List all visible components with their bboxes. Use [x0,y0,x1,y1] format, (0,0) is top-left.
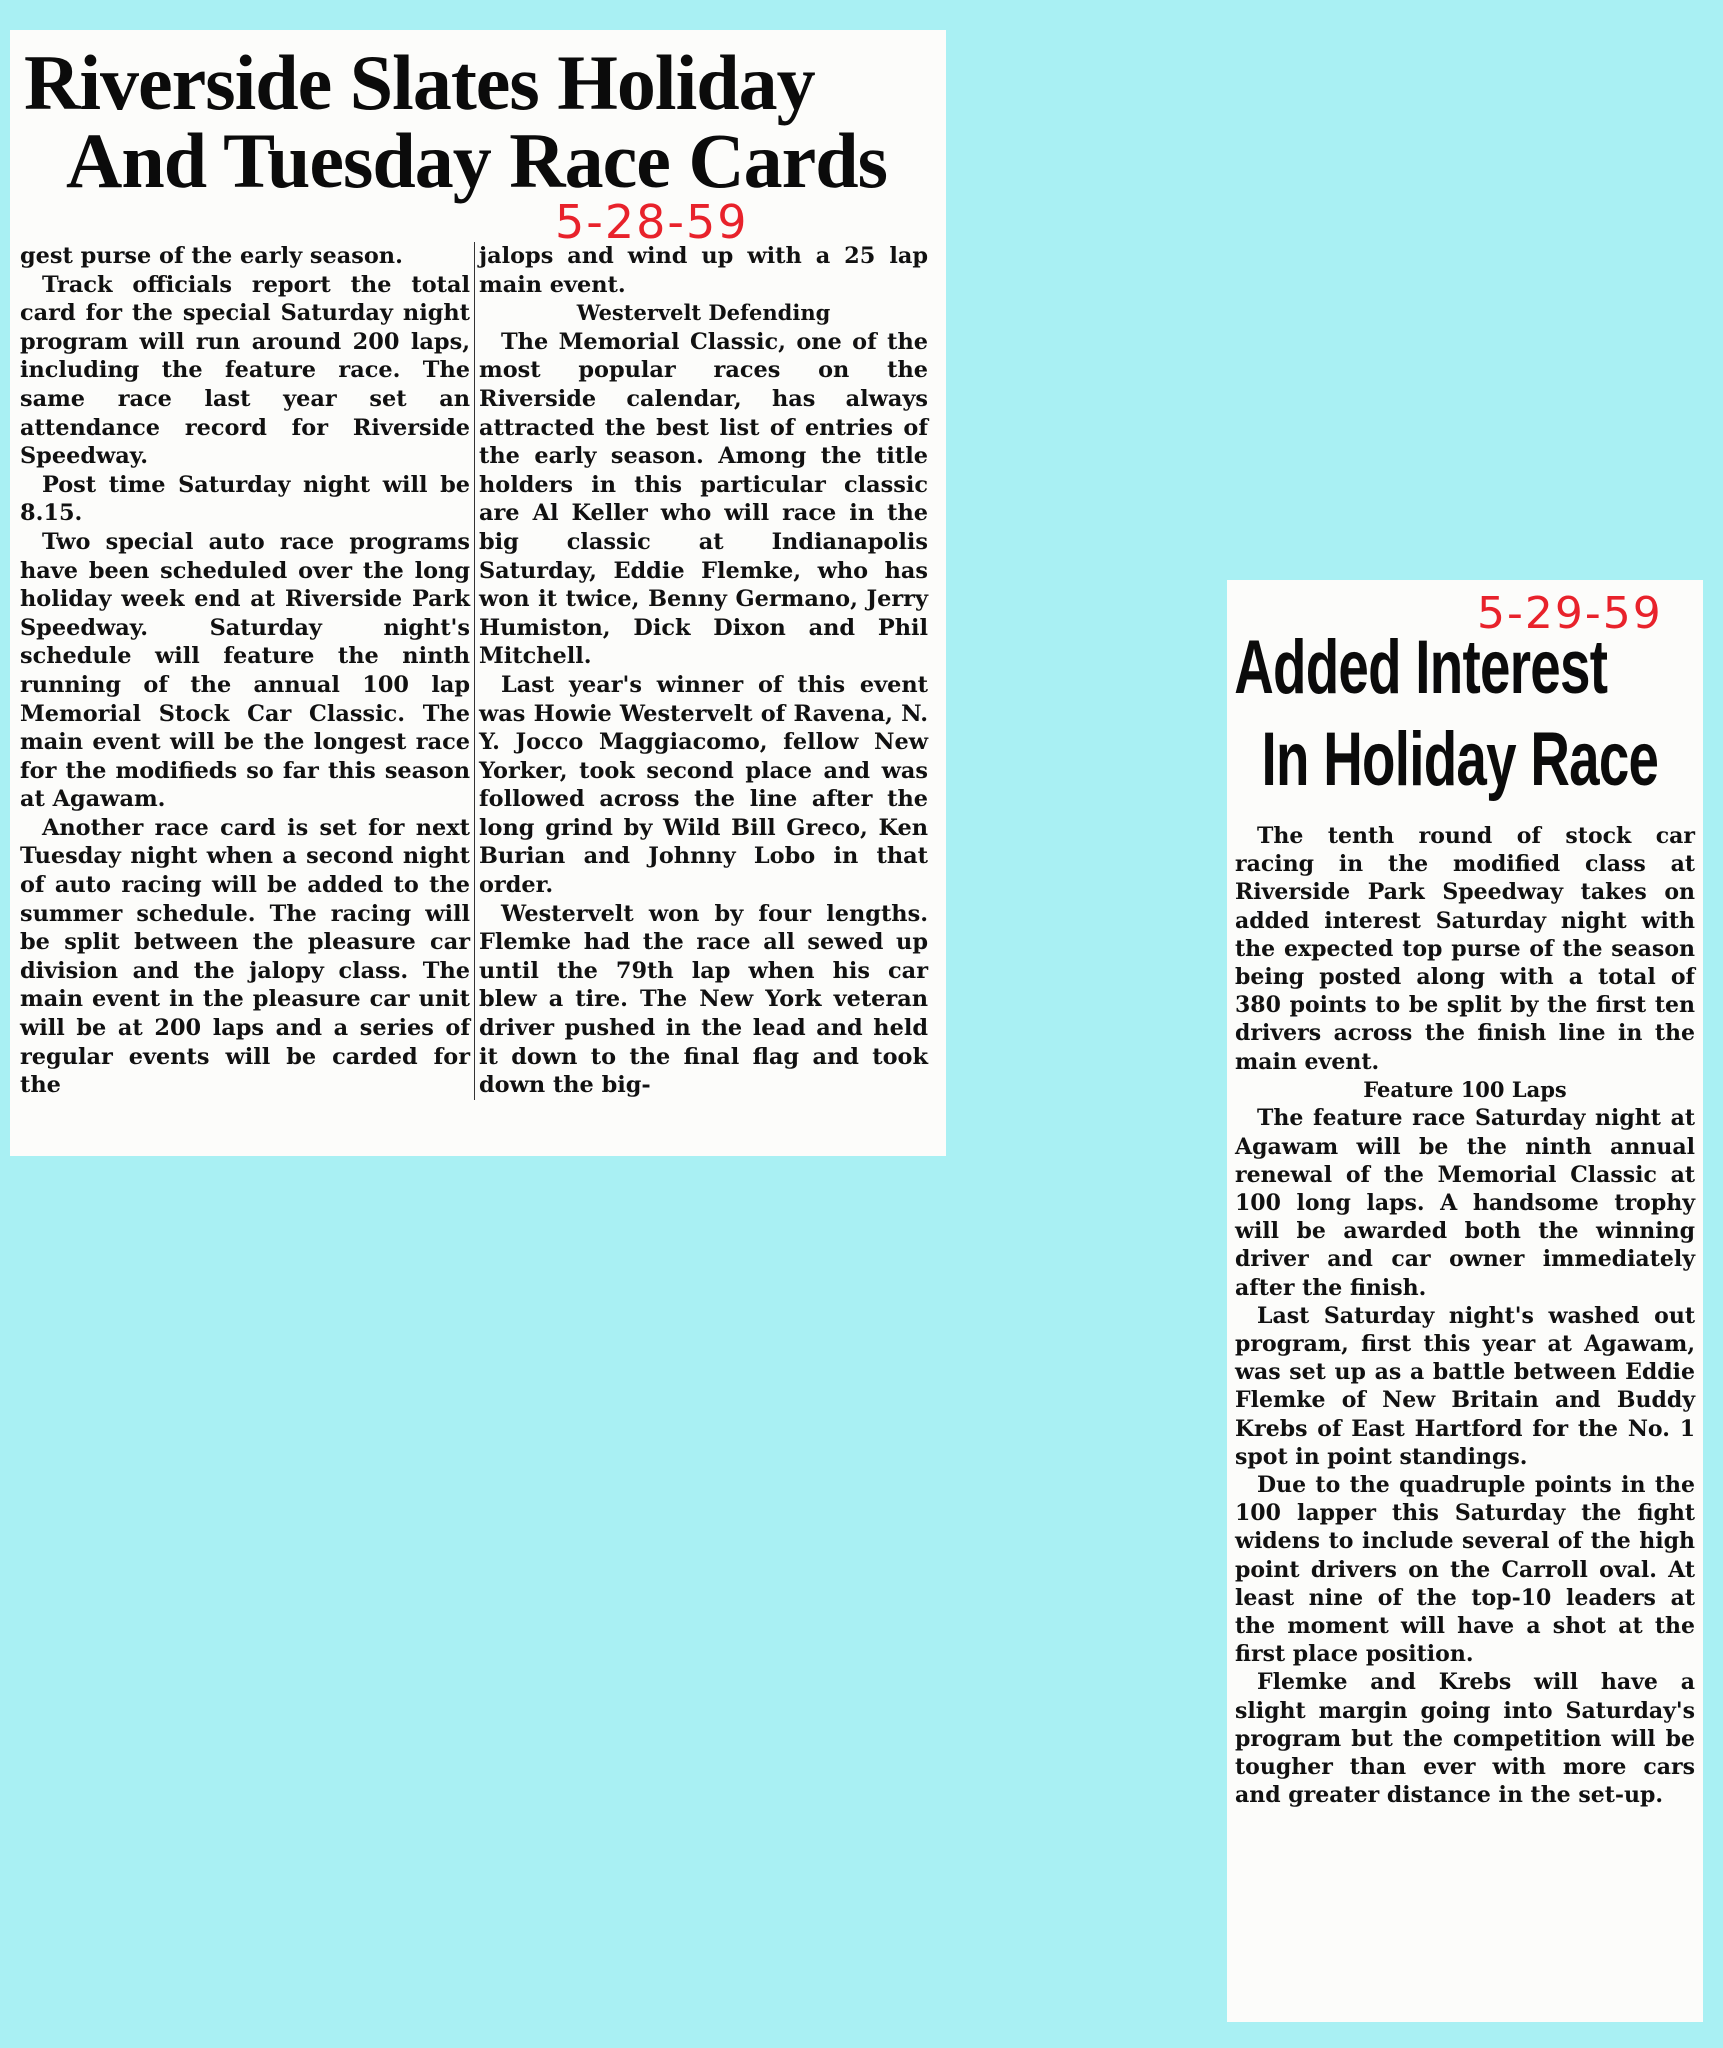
headline-line-2: And Tuesday Race Cards [66,117,888,204]
clipping-added-interest [1227,580,1703,2022]
column-1 [16,242,474,1100]
headline [1227,580,1695,806]
handwritten-date: 5-28-59 [555,195,749,249]
paragraph: jalops and wind up with a 25 lap main event. [479,243,928,298]
column-2 [474,242,932,1100]
paragraph: Flemke and Krebs will have a slight margin going into Saturday's program but the competition will be tougher than ever with more cars and greater distance in the set-up. [1235,1669,1695,1809]
paragraph: Post time Saturday night will be 8.15. [20,471,470,527]
paragraph: The tenth round of stock car racing in the modified class at Riverside Park Speedway takes on added interest Saturday night with the expected top purse of the season being posted along with a total of 380 points to be split by the first ten drivers across the finish line in the main event. [1235,823,1695,1075]
paragraph: Track officials report the total card for the special Saturday night program will run around 200 laps, including the feature race. The same race last year set an attendance record for Riverside Speedway. [20,271,470,470]
paragraph: Last Saturday night's washed out program, first this year at Agawam, was set up as a battle between Eddie Flemke of New Britain and Buddy Krebs of East Hartford for the No. 1 spot in point standings. [1235,1302,1695,1470]
paragraph: Another race card is set for next Tuesday night when a second night of auto racing will be added to the summer schedule. The racing will be split between the pleasure car division and the jalopy class. The main event in the pleasure car unit will be at 200 laps and a series of regular events will be carded for the [20,814,470,1099]
subhead: Westervelt Defending [576,300,831,326]
paragraph: Westervelt won by four lengths. Flemke had the race all sewed up until the 79th lap when his car blew a tire. The New York veteran driver pushed in the lead and held it down to the final flag and took down the big- [479,900,928,1099]
paragraph: Two special auto race programs have been scheduled over the long holiday week end at Riverside Park Speedway. Saturday night's schedule will feature the ninth running of the annual 100 lap Memorial Stock Car Classic. The main event will be the longest race for the modifieds so far this season at Agawam. [20,528,470,813]
article-columns [16,242,940,1100]
paragraph: Due to the quadruple points in the 100 lapper this Saturday the fight widens to include several of the high point drivers on the Carroll oval. At least nine of the top-10 leaders at the moment will have a shot at the first place position. [1235,1472,1695,1668]
article-body [1235,822,1695,1810]
headline-line-1: Riverside Slates Holiday [24,39,815,126]
paragraph: gest purse of the early season. [20,243,403,269]
subhead: Feature 100 Laps [1363,1076,1567,1102]
headline [10,30,946,204]
clipping-riverside-slates [10,30,946,1156]
paragraph: The Memorial Classic, one of the most popular races on the Riverside calendar, has always attracted the best list of entries of the early season. Among the title holders in this particular classic are Al Keller who will race in the big classic at Indianapolis Saturday, Eddie Flemke, who has won it twice, Benny Germano, Jerry Humiston, Dick Dixon and Phil Mitchell. [479,328,928,670]
handwritten-date: 5-29-59 [1477,588,1663,639]
headline-line-1: Added Interest [1234,625,1608,710]
headline-line-2: In Holiday Race [1261,717,1659,802]
paragraph: The feature race Saturday night at Agawam will be the ninth annual renewal of the Memorial Classic at 100 long laps. A handsome trophy will be awarded both the winning driver and car owner immediately after the finish. [1235,1105,1695,1301]
paragraph: Last year's winner of this event was Howie Westervelt of Ravena, N. Y. Jocco Maggiacomo, fellow New Yorker, took second place and was followed across the line after the long grind by Wild Bill Greco, Ken Burian and Johnny Lobo in that order. [479,671,928,899]
